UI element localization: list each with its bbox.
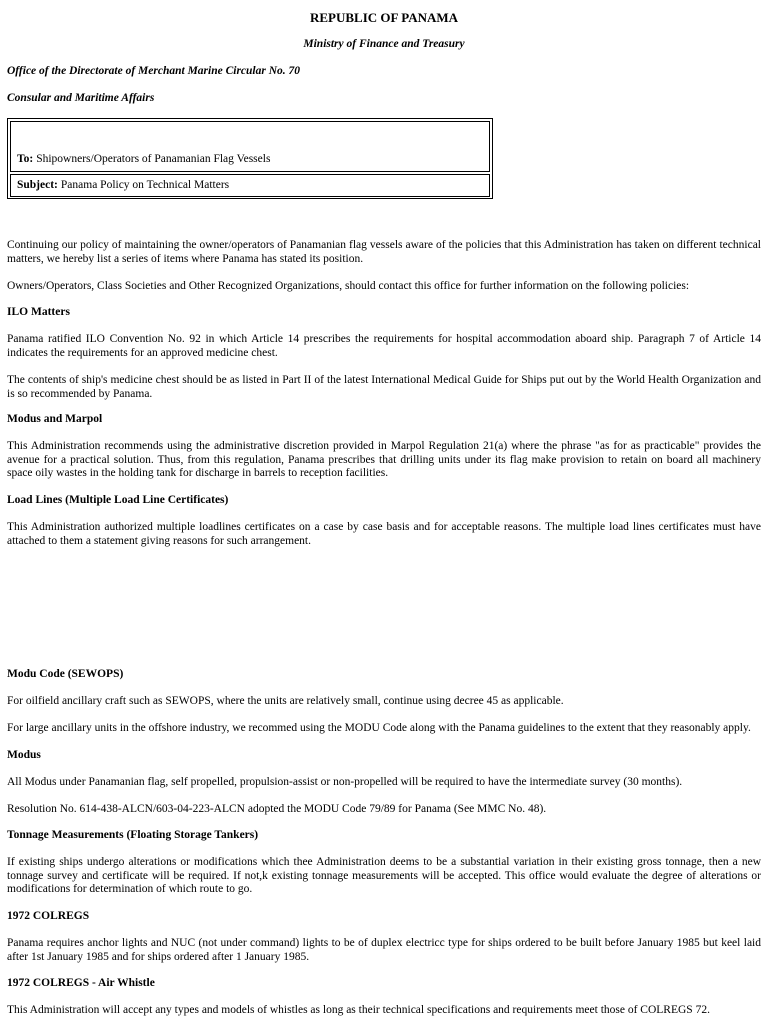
sewops-heading: Modu Code (SEWOPS)	[7, 668, 124, 680]
memo-to-value: Shipowners/Operators of Panamanian Flag Vessels	[36, 152, 271, 165]
sewops-paragraph-1: For oilfield ancillary craft such as SEWOPS, where the units are relatively small, continue using decree 45 as applicable.	[7, 695, 564, 707]
ilo-paragraph-1: Panama ratified ILO Convention No. 92 in which Article 14 prescribes the requirements for hospital accommodation aboard ship. Paragraph 7 of Article 14 indicates the requirements for an approved medicine chest.	[7, 333, 761, 359]
office-line: Office of the Directorate of Merchant Marine Circular No. 70	[7, 65, 301, 77]
memo-to-label: To:	[17, 152, 34, 165]
ilo-paragraph-2: The contents of ship's medicine chest should be as listed in Part II of the latest International Medical Guide for Ships put out by the World Health Organization and is so recommended by Panama.	[7, 374, 761, 400]
tonnage-heading: Tonnage Measurements (Floating Storage Tankers)	[7, 829, 259, 841]
marpol-heading: Modus and Marpol	[7, 413, 103, 425]
ministry-name: Ministry of Finance and Treasury	[303, 38, 465, 50]
memo-to-cell	[10, 121, 490, 172]
colregs-heading: 1972 COLREGS	[7, 910, 90, 922]
memo-subject-label: Subject:	[17, 178, 58, 191]
modus-heading: Modus	[7, 749, 41, 761]
department-line: Consular and Maritime Affairs	[7, 92, 155, 104]
memo-table	[7, 118, 493, 199]
marpol-paragraph: This Administration recommends using the administrative discretion provided in Marpol Regulation 21(a) where the phrase "as for as practicable" provides the avenue for a practical solution. Thus, from this regulation, Panama prescribes that drilling units under its flag make provision to retain on board all machinery space oily wastes in the holding tank for discharge in barrels to reception facilities.	[7, 440, 761, 479]
loadlines-paragraph: This Administration authorized multiple loadlines certificates on a case by case basis and for acceptable reasons. The multiple load lines certificates must have attached to them a statement giving reasons for such arrangement.	[7, 521, 761, 547]
document-title: REPUBLIC OF PANAMA	[309, 10, 459, 25]
memo-subject-value: Panama Policy on Technical Matters	[60, 178, 230, 191]
modus-paragraph-2: Resolution No. 614-438-ALCN/603-04-223-ALCN adopted the MODU Code 79/89 for Panama (See MMC No. 48).	[7, 803, 547, 815]
loadlines-heading: Load Lines (Multiple Load Line Certificates)	[7, 494, 229, 506]
whistle-heading: 1972 COLREGS - Air Whistle	[7, 977, 155, 989]
memo-subject-cell	[10, 174, 490, 197]
sewops-paragraph-2: For large ancillary units in the offshore industry, we recommed using the MODU Code along with the Panama guidelines to the extent that they reasonably apply.	[7, 722, 751, 734]
tonnage-paragraph: If existing ships undergo alterations or modifications which thee Administration deems to be a substantial variation in their existing gross tonnage, then a new tonnage survey and certificate will be required. If not,k existing tonnage measurements will be accepted. This office would evaluate the degree of alterations or modifications for determination of which route to go.	[7, 856, 761, 895]
intro-paragraph-2: Owners/Operators, Class Societies and Other Recognized Organizations, should contact this office for further information on the following policies:	[7, 280, 690, 292]
whistle-paragraph: This Administration will accept any types and models of whistles as long as their technical specifications and requirements meet those of COLREGS 72.	[7, 1004, 710, 1016]
modus-paragraph-1: All Modus under Panamanian flag, self propelled, propulsion-assist or non-propelled will be required to have the intermediate survey (30 months).	[7, 776, 683, 788]
colregs-paragraph: Panama requires anchor lights and NUC (not under command) lights to be of duplex electricc type for ships ordered to be built before January 1985 but keel laid after 1st January 1985 and for ships ordered after 1 January 1985.	[7, 937, 761, 963]
intro-paragraph-1: Continuing our policy of maintaining the owner/operators of Panamanian flag vessels aware of the policies that this Administration has taken on different technical matters, we hereby list a series of items where Panama has stated its position.	[7, 239, 761, 265]
ilo-heading: ILO Matters	[7, 306, 70, 318]
